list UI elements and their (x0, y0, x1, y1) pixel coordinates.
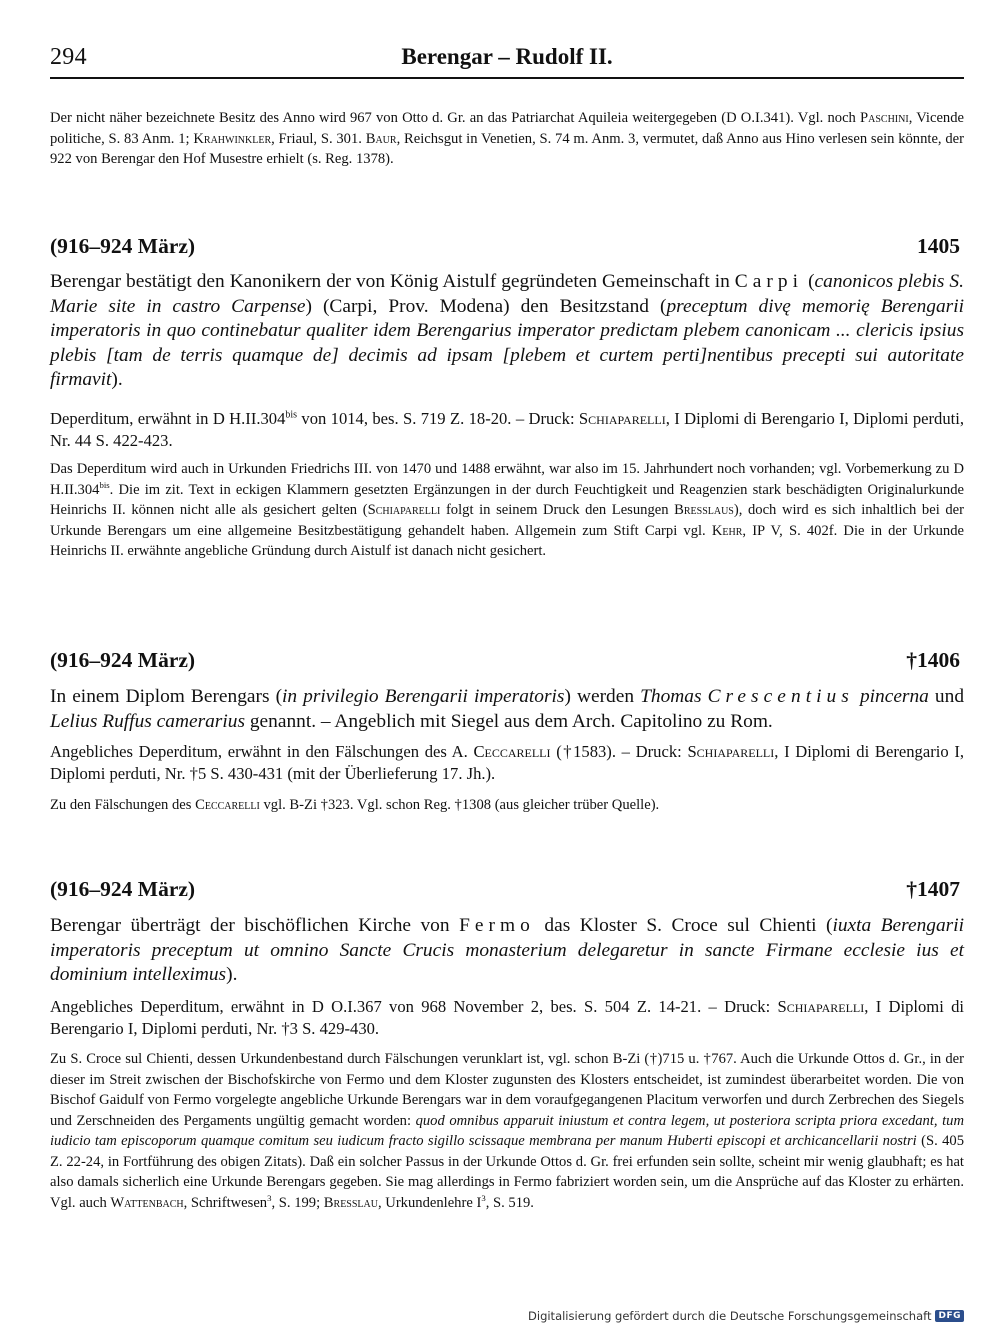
text-run: ( (803, 271, 815, 292)
text-run: Angebliches Deperditum, erwähnt in D O.I.367 von 968 November 2, bes. S. 504 Z. 14-21. – Druck: (50, 997, 778, 1016)
entry-heading-1406 (50, 648, 964, 678)
tradition-text-1406 (50, 741, 964, 785)
text-run: , I Diplomi di Berengario I, Diplomi perduti, Nr. †3 S. 429-430. (50, 997, 965, 1038)
entry-date: (916–924 März) (50, 877, 196, 901)
text-run: , I Diplomi di Berengario I, Diplomi perduti, Nr. 44 S. 422-423. (50, 409, 964, 450)
regest-text-1407 (50, 914, 964, 988)
text-run: folgt in seinem Druck den Lesungen (440, 502, 675, 518)
text-run: In einem Diplom Berengars ( (50, 686, 283, 707)
superscript: 3 (481, 1192, 486, 1203)
superscript: 3 (267, 1192, 272, 1203)
entry-number: †1406 (906, 648, 960, 672)
footer-text: Digitalisierung gefördert durch die Deutsche Forschungsgemeinschaft (528, 1309, 932, 1323)
author-name: Bresslaus (674, 502, 734, 518)
header-rule (50, 77, 964, 79)
regest-text-1405 (50, 270, 964, 393)
text-run: Deperditum, erwähnt in D H.II.304 (50, 409, 286, 428)
place-name: Fermo (459, 915, 535, 936)
entry-date: (916–924 März) (50, 648, 196, 672)
text-run: , IP V, S. 402f. Die in der Urkunde Heinrichs II. erwähnte angebliche Gründung durch Aistulf ist danach nicht gesichert. (50, 522, 964, 559)
entry-date: (916–924 März) (50, 234, 196, 258)
text-run: ). (226, 964, 238, 986)
previous-entry-note (50, 108, 964, 170)
author-name: Ceccarelli (195, 797, 260, 813)
text-run: , Friaul, S. 301. (271, 130, 366, 147)
text-run: , Reichsgut in Venetien, S. 74 m. Anm. 3, vermutet, daß Anno aus Hino verlesen sein könnte, der 922 von Berengar den Hof Musestre erhielt (s. Reg. 1378). (50, 130, 964, 167)
entry-heading-1405 (50, 234, 964, 264)
digitization-footer (528, 1309, 964, 1323)
text-run: (†1583). – Druck: (550, 742, 688, 761)
text-run: das Kloster S. Croce sul Chienti ( (534, 915, 833, 936)
entry-heading-1407 (50, 877, 964, 907)
text-run: genannt. – Angeblich mit Siegel aus dem Arch. Capitolino zu Rom. (245, 710, 773, 732)
latin-quote: canonicos plebis S. Marie site in castro Carpense (50, 271, 964, 317)
text-run: Das Deperditum wird auch in Urkunden Friedrichs III. von 1470 und 1488 erwähnt, war also im 15. Jahrhundert noch vorhanden; vgl. Vorbemerkung zu D H.II.304 (50, 461, 964, 498)
author-name: Schiaparelli (777, 997, 865, 1016)
latin-quote: quod omnibus apparuit iniustum et contra legem, ut posteriora scripta priora excedant, tum iudicio tam episcoporum quamque comitum seu iudicum fracto sigillo scissaque membrana per manum Huberti episcopi et archicancellarii nostri (50, 1112, 964, 1149)
author-name: Schiaparelli (687, 742, 775, 761)
author-name: Schiaparelli (578, 409, 666, 428)
text-run: Berengar überträgt der bischöflichen Kirche von (50, 915, 460, 936)
text-run: und (928, 686, 965, 707)
text-run: ). (111, 369, 123, 391)
text-run: Zu S. Croce sul Chienti, dessen Urkundenbestand durch Fälschungen verunklart ist, vgl. schon B-Zi (†)715 u. †767. Auch die Urkunde Ottos d. Gr., in der dieser im Streit zwischen der Bischofskirche von Fermo und dem Kloster zugunsten des Klosters entscheidet, ist zumindest überarbeitet worden. Die von Bischof Gaidulf von Fermo vorgelegte angebliche Urkunde Berengars war in dem voraufgegangenen Placitum verworfen und durch Zerbrechen des Siegels und Zerschneiden des Pergaments ungültig gemacht worden: (50, 1051, 964, 1129)
author-name: Krahwinkler (193, 130, 272, 147)
text-run: (S. 405 Z. 22-24, in Fortführung des obigen Zitats). Daß ein solcher Passus in der Urkunde Ottos d. Gr. frei erfunden sein sollte, scheint mir wenig glaubhaft; es hat also damals sicherlich eine Urkunde Berengars gegeben. Sie mag allerdings in Fermo fabriziert worden sein, um die Ansprüche auf das Kloster zu erhärten. Vgl. auch (50, 1133, 965, 1211)
text-run: Angebliches Deperditum, erwähnt in den Fälschungen des A. (50, 742, 474, 761)
superscript: bis (285, 409, 298, 421)
commentary-1406 (50, 795, 964, 816)
author-name: Wattenbach (110, 1194, 184, 1211)
entry-number: †1407 (906, 877, 960, 901)
commentary-1405 (50, 459, 964, 562)
text-run: , Vicende politiche, S. 83 Anm. 1; (50, 110, 964, 147)
page-title: Berengar – Rudolf II. (401, 44, 613, 69)
superscript: bis (99, 479, 110, 490)
text-run: ) (Carpi, Prov. Modena) den Besitzstand ( (305, 295, 667, 317)
latin-quote: Lelius Ruffus camerarius (50, 710, 245, 732)
author-name: Paschini (860, 110, 909, 126)
dfg-logo: DFG (935, 1310, 964, 1322)
running-head (50, 44, 964, 78)
latin-quote: in privilegio Berengarii imperatoris (282, 686, 565, 707)
text-run: vgl. B-Zi †323. Vgl. schon Reg. †1308 (aus gleicher trüber Quelle). (259, 797, 660, 813)
text-run: , Schriftwesen (183, 1194, 268, 1211)
page-number: 294 (50, 44, 87, 70)
tradition-text-1405 (50, 408, 964, 452)
text-run: , S. 199; (271, 1194, 324, 1211)
author-name: Ceccarelli (473, 742, 551, 761)
text-run: , I Diplomi di Berengario I, Diplomi perduti, Nr. †5 S. 430-431 (mit der Überlieferung 17. Jh.). (50, 742, 964, 783)
author-name: Kehr (711, 522, 743, 539)
text-run: Berengar bestätigt den Kanonikern der von König Aistulf gegründeten Gemeinschaft in (50, 271, 735, 292)
text-run: ), doch wird es sich inhaltlich bei der Urkunde Berengars um eine allgemeine Besitzbestätigung gehandelt haben. Allgemein zum Stift Carpi vgl. (50, 502, 964, 539)
text-run: . Die im zit. Text in eckigen Klammern gesetzten Ergänzungen in der durch Feuchtigkeit und Reagenzien stark beschädigten Originalurkunde Heinrichs II. können nicht alle als gesichert gelten ( (50, 481, 964, 518)
person-name: Crescentius (707, 686, 854, 707)
text-run: Der nicht näher bezeichnete Besitz des Anno wird 967 von Otto d. Gr. an das Patriarchat Aquileia weitergegeben (D O.I.341). Vgl. noch (50, 110, 861, 126)
author-name: Bresslau (323, 1194, 378, 1211)
commentary-1407 (50, 1049, 964, 1213)
text-run: Zu den Fälschungen des (50, 797, 196, 813)
latin-quote: iuxta Berengarii imperatoris preceptum ut omnino Sancte Crucis monasterium delegaretur in sancte Firmane ecclesie ius et dominium intelleximus (50, 915, 964, 986)
text-run: , S. 519. (485, 1194, 534, 1211)
tradition-text-1407 (50, 996, 964, 1040)
text-run: von 1014, bes. S. 719 Z. 18-20. – Druck: (297, 409, 579, 428)
place-name: Carpi (734, 271, 804, 292)
latin-quote: pincerna (853, 686, 929, 707)
text-run: ) werden (564, 686, 641, 707)
entry-number: 1405 (917, 234, 960, 258)
author-name: Schiaparelli (367, 502, 441, 518)
author-name: Baur (365, 130, 397, 147)
regest-text-1406 (50, 685, 964, 734)
latin-quote: Thomas (640, 686, 708, 707)
text-run: , Urkundenlehre I (377, 1194, 482, 1211)
latin-quote: preceptum divę memorię Berengarii imperatoris in quo continebatur qualiter idem Berengarius imperator predictam plebem canonicam ... clericis ipsius plebis [tam de terris quamque de] decimis ad ipsam [plebem et curtem perti]nentibus precepti sui autoritate firmavit (50, 295, 965, 391)
